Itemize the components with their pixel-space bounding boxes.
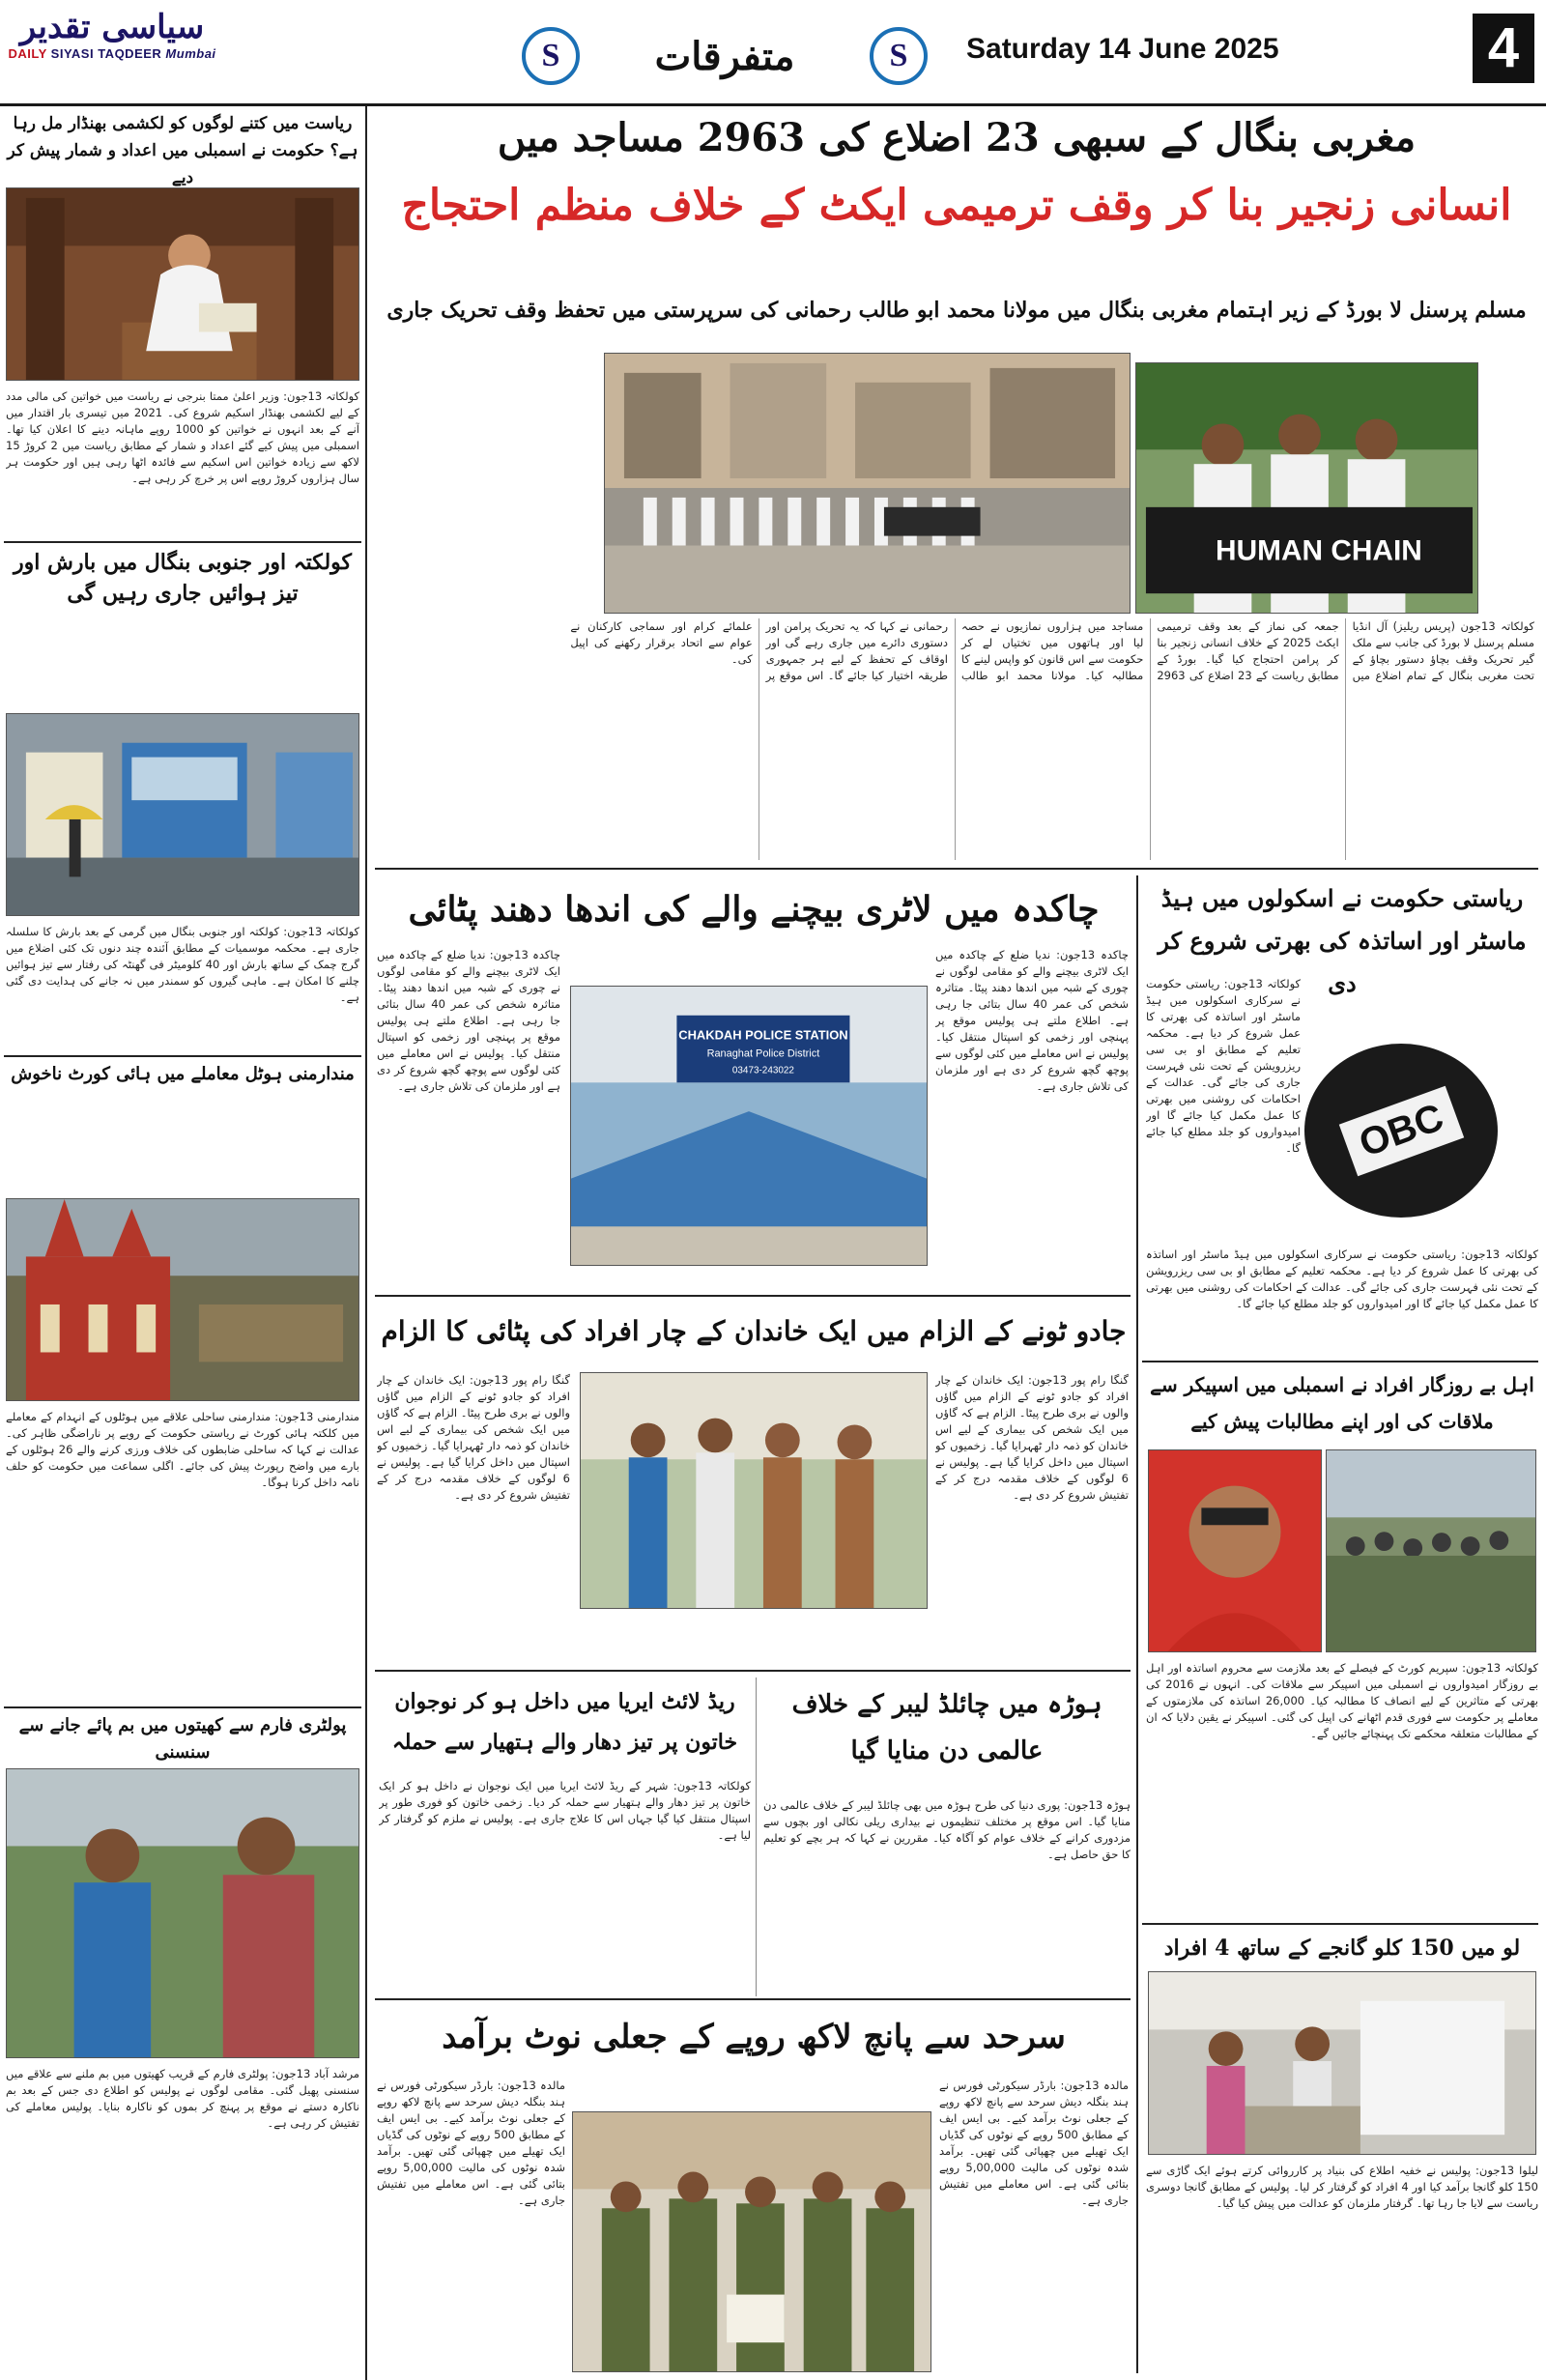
human-chain-banner-text: HUMAN CHAIN [1216, 534, 1422, 567]
divider [1142, 1923, 1538, 1925]
logo-urdu: سیاسی تقدیر [19, 8, 205, 46]
bsf-seizure-photo [572, 2111, 931, 2372]
ganja-headline[interactable]: لو میں 150 کلو گانجے کے ساتھ 4 افراد [1163, 1936, 1521, 1961]
obc-badge [1304, 1044, 1498, 1218]
logo-name: SIYASI TAQDEER [50, 46, 162, 61]
teachers-body-cont: کولکاتہ 13جون: ریاستی حکومت نے سرکاری اسکولوں میں ہیڈ ماسٹر اور اساتذہ کی بھرتی کا عمل شروع کر دیا ہے۔ محکمہ تعلیم کے مطابق او بی سی ریزرویشن کے تحت نئی فہرست جاری کی جائے گی۔ عدالت کے احکامات کی روشنی میں بھرتی کا عمل مکمل کیا جائے گا اور امیدواروں کو جلد مطلع کیا جائے گا۔ [1146, 1247, 1538, 1310]
childlabour-headline[interactable]: ہوڑہ میں چائلڈ لیبر کے خلاف عالمی دن منایا گیا [791, 1690, 1102, 1765]
sidebar-story3-body: مندارمنی 13جون: مندارمنی ساحلی علاقے میں ہوٹلوں کے انہدام کے معاملے میں کلکتہ ہائی کورٹ نے ریاستی حکومت کے رویے پر ناراضگی ظاہر کی۔ عدالت نے کہا کہ ساحلی ضابطوں کی خلاف ورزی کرنے والے 26 ہوٹلوں کے بارے میں واضح رپورٹ پیش کی جائے۔ اگلی سماعت میں حکومت کو حلف نامہ داخل کرنا ہوگا۔ [6, 1410, 359, 1489]
cm-assembly-photo [6, 187, 359, 381]
counterfeit-headline[interactable]: سرحد سے پانچ لاکھ روپے کے جعلی نوٹ برآمد [442, 2018, 1066, 2056]
divider [375, 868, 1538, 870]
sidebar-story1-body: کولکاتہ 13جون: وزیر اعلیٰ ممتا بنرجی نے ریاست میں خواتین کی مالی مدد کے لیے لکشمی بھنڈار اسکیم شروع کی۔ 2021 میں تیسری بار اقتدار میں آنے کے بعد انہوں نے خواتین کو 1000 روپے ماہانہ دینے کا اعلان کیا تھا۔ اسمبلی میں پیش کیے گئے اعداد و شمار کے مطابق ریاست میں 2 کروڑ 15 لاکھ سے زیادہ خواتین اس اسکیم سے فائدہ اٹھا رہی ہیں اور حکومت ہر سال ہزاروں کروڑ روپے اس پر خرچ کر رہی ہے۔ [6, 389, 359, 485]
human-chain-street-photo [604, 353, 1131, 614]
section-title: متفرقات [654, 33, 795, 79]
divider [375, 1998, 1131, 2000]
speaker-photo [1148, 1449, 1322, 1652]
divider [4, 1055, 361, 1057]
logo-english [6, 46, 218, 61]
villagers-photo [6, 1768, 359, 2058]
station-sign-name: CHAKDAH POLICE STATION [678, 1027, 848, 1043]
lead-subheadline[interactable]: مسلم پرسنل لا بورڈ کے زیر اہتمام مغربی بنگال میں مولانا محمد ابو طالب رحمانی کی سرپرستی میں تحفظ وقف تحریک جاری [386, 298, 1527, 323]
rain-bus-photo [6, 713, 359, 916]
page-number: 4 [1473, 14, 1534, 83]
masthead [0, 0, 1546, 106]
teachers-headline[interactable]: ریاستی حکومت نے اسکولوں میں ہیڈ ماسٹر اور اساتذہ کی بھرتی شروع کر دی [1158, 884, 1527, 997]
ganja-seizure-photo [1148, 1971, 1536, 2155]
sidebar-story4-body: مرشد آباد 13جون: پولٹری فارم کے قریب کھیتوں میں بم ملنے سے علاقے میں سنسنی پھیل گئی۔ مقامی لوگوں نے پولیس کو اطلاع دی جس کے بعد بم ناکارہ دستے نے موقع پر پہنچ کر بموں کو ناکارہ بنایا۔ پولیس معاملے کی تفتیش کر رہی ہے۔ [6, 2067, 359, 2130]
lead-body: کولکاتہ 13جون (پریس ریلیز) آل انڈیا مسلم پرسنل لا بورڈ کی جانب سے ملک گیر تحریک وقف بچاؤ دستور بچاؤ کے تحت مغربی بنگال کے تمام اضلاع میں جمعہ کی نماز کے بعد وقف ترمیمی ایکٹ 2025 کے خلاف انسانی زنجیر بنا کر پرامن احتجاج کیا گیا۔ بورڈ کے مطابق ریاست کے 23 اضلاع کی 2963 مساجد میں ہزاروں نمازیوں نے حصہ لیا اور ہاتھوں میں تختیاں لے کر حکومت سے اس قانون کو واپس لینے کا مطالبہ کیا۔ مولانا محمد ابو طالب رحمانی نے کہا کہ یہ تحریک پرامن اور دستوری دائرے میں جاری رہے گی اور اوقاف کے تحفظ کے لیے ہر جمہوری طریقہ اختیار کیا جائے گا۔ اس موقع پر علمائے کرام اور سماجی کارکنان نے عوام سے اتحاد برقرار رکھنے کی اپیل کی۔ [570, 619, 1534, 682]
counterfeit-body: مالدہ 13جون: بارڈر سیکورٹی فورس نے ہند بنگلہ دیش سرحد سے پانچ لاکھ روپے کے جعلی نوٹ برآمد کیے۔ بی ایس ایف کے مطابق 500 روپے کے نوٹوں کی گڈیاں ایک تھیلے میں چھپائی گئی تھیں۔ برآمد شدہ نوٹوں کی مالیت 5,00,000 روپے بتائی گئی ہے۔ اس معاملے میں تفتیش جاری ہے۔ [377, 2079, 565, 2207]
lead-headline-line1[interactable]: مغربی بنگال کے سبھی 23 اضلاع کی 2963 مساجد میں [497, 115, 1417, 160]
high-court-photo [6, 1198, 359, 1401]
column-rule [1136, 875, 1138, 2373]
divider [375, 1670, 1131, 1672]
left-sidebar [0, 106, 367, 2380]
lottery-headline[interactable]: چاکدہ میں لاٹری بیچنے والے کی اندھا دھند پٹائی [408, 889, 1100, 930]
counterfeit-body-cont: مالدہ 13جون: بارڈر سیکورٹی فورس نے ہند بنگلہ دیش سرحد سے پانچ لاکھ روپے کے جعلی نوٹ برآمد کیے۔ بی ایس ایف کے مطابق 500 روپے کے نوٹوں کی گڈیاں ایک تھیلے میں چھپائی گئی تھیں۔ برآمد شدہ نوٹوں کی مالیت 5,00,000 روپے بتائی گئی ہے۔ اس معاملے میں تفتیش جاری ہے۔ [939, 2079, 1129, 2207]
sidebar-story3-headline[interactable]: مندارمنی ہوٹل معاملے میں ہائی کورٹ ناخوش [11, 1064, 355, 1084]
sidebar-story2-body: کولکاتہ 13جون: کولکتہ اور جنوبی بنگال میں گرمی کے بعد بارش کا سلسلہ جاری ہے۔ محکمہ موسمیات کے مطابق آئندہ چند دنوں تک کئی اضلاع میں گرج چمک کے ساتھ بارش اور 40 کلومیٹر فی گھنٹہ کی رفتار سے تیز ہوائیں چلنے کا امکان ہے۔ ماہی گیروں کو سمندر میں نہ جانے کی ہدایت دی گئی ہے۔ [6, 925, 359, 1004]
teachers-body: کولکاتہ 13جون: ریاستی حکومت نے سرکاری اسکولوں میں ہیڈ ماسٹر اور اساتذہ کی بھرتی کا عمل شروع کر دیا ہے۔ محکمہ تعلیم کے مطابق او بی سی ریزرویشن کے تحت نئی فہرست جاری کی جائے گی۔ عدالت کے احکامات کی روشنی میں بھرتی کا عمل مکمل کیا جائے گا اور امیدواروں کو جلد مطلع کیا جائے گا۔ [1146, 977, 1301, 1155]
logo-daily: DAILY [8, 46, 47, 61]
divider [1142, 1361, 1538, 1362]
column-rule [756, 1677, 757, 1996]
emblem-icon: S [870, 27, 928, 85]
childlabour-body: ہوڑہ 13جون: پوری دنیا کی طرح ہوڑہ میں بھی چائلڈ لیبر کے خلاف عالمی دن منایا گیا۔ اس موقع پر مختلف تنظیموں نے بیداری ریلی نکالی اور بچوں سے مزدوری کرانے کے خلاف عوام کو آگاہ کیا۔ مقررین نے کہا کہ ہر بچے کو تعلیم کا حق حاصل ہے۔ [763, 1798, 1131, 1861]
newspaper-logo[interactable] [6, 8, 218, 73]
logo-city: Mumbai [165, 46, 216, 61]
divider [4, 541, 361, 543]
human-chain-banner-photo [1135, 362, 1478, 614]
sidebar-story1-headline[interactable]: ریاست میں کتنے لوگوں کو لکشمی بھنڈار مل رہا ہے؟ حکومت نے اسمبلی میں اعداد و شمار پیش کر دیے [7, 114, 358, 187]
assembly-headline[interactable]: اہل بے روزگار افراد نے اسمبلی میں اسپیکر سے ملاقات کی اور اپنے مطالبات پیش کیے [1150, 1373, 1534, 1433]
lottery-body: چاکدہ 13جون: ندیا ضلع کے چاکدہ میں ایک لاٹری بیچنے والے کو مقامی لوگوں نے چوری کے شبہ میں اندھا دھند پیٹا۔ متاثرہ شخص کی عمر 40 سال بتائی جا رہی ہے۔ اطلاع ملتے ہی پولیس موقع پر پہنچی اور زخمی کو اسپتال منتقل کیا۔ پولیس نے اس معاملے میں کئی لوگوں سے پوچھ گچھ شروع کر دی ہے اور ملزمان کی تلاش جاری ہے۔ [377, 948, 560, 1093]
assembly-body: کولکاتہ 13جون: سپریم کورٹ کے فیصلے کے بعد ملازمت سے محروم اساتذہ اور اہل بے روزگار امیدواروں نے اسمبلی میں اسپیکر سے ملاقات کی۔ انہوں نے 2016 کی بھرتی کے متاثرین کے لیے انصاف کا مطالبہ کیا۔ 26,000 اساتذہ کی ملازمتوں کے معاملے پر حکومت سے فوری قدم اٹھانے کی اپیل کی گئی۔ اسپیکر نے یقین دلایا کہ ان کے مطالبات متعلقہ محکمے تک پہنچائے جائیں گے۔ [1146, 1661, 1538, 1740]
witchcraft-body: گنگا رام پور 13جون: ایک خاندان کے چار افراد کو جادو ٹونے کے الزام میں گاؤں والوں نے بری طرح پیٹا۔ الزام ہے کہ گاؤں میں ایک شخص کی بیماری کے لیے اس خاندان کو ذمہ دار ٹھہرایا گیا۔ زخمیوں کو اسپتال میں داخل کرایا گیا ہے۔ پولیس نے 6 لوگوں کے خلاف مقدمہ درج کر کے تفتیش شروع کر دی ہے۔ [377, 1373, 570, 1502]
protesters-photo [1326, 1449, 1536, 1652]
lead-headline-line2[interactable]: انسانی زنجیر بنا کر وقف ترمیمی ایکٹ کے خلاف منظم احتجاج [401, 181, 1512, 230]
section-header [522, 25, 928, 87]
ganja-body: لیلوا 13جون: پولیس نے خفیہ اطلاع کی بنیاد پر کارروائی کرتے ہوئے ایک گاڑی سے 150 کلو گانجا برآمد کیا اور 4 افراد کو گرفتار کر لیا۔ پولیس کے مطابق گانجا دوسری ریاست سے لایا جا رہا تھا۔ گرفتار ملزمان کو عدالت میں پیش کیا گیا۔ [1146, 2164, 1538, 2210]
redlight-body: کولکاتہ 13جون: شہر کے ریڈ لائٹ ایریا میں ایک نوجوان نے داخل ہو کر ایک خاتون پر تیز دھار والے ہتھیار سے حملہ کر دیا۔ زخمی خاتون کو فوری طور پر اسپتال منتقل کیا گیا جہاں اس کا علاج جاری ہے۔ پولیس نے ملزم کو گرفتار کر لیا ہے۔ [379, 1779, 751, 1842]
divider [4, 1706, 361, 1708]
obc-badge-text: OBC [1338, 1085, 1463, 1176]
witchcraft-headline[interactable]: جادو ٹونے کے الزام میں ایک خاندان کے چار افراد کی پٹائی کا الزام [381, 1315, 1127, 1347]
sidebar-story4-headline[interactable]: پولٹری فارم سے کھیتوں میں بم پائے جانے سے سنسنی [18, 1715, 347, 1763]
chakdah-police-station-photo [570, 986, 928, 1266]
family-assault-photo [580, 1372, 928, 1609]
emblem-icon: S [522, 27, 580, 85]
lottery-body-cont: چاکدہ 13جون: ندیا ضلع کے چاکدہ میں ایک لاٹری بیچنے والے کو مقامی لوگوں نے چوری کے شبہ میں اندھا دھند پیٹا۔ متاثرہ شخص کی عمر 40 سال بتائی جا رہی ہے۔ اطلاع ملتے ہی پولیس موقع پر پہنچی اور زخمی کو اسپتال منتقل کیا۔ پولیس نے اس معاملے میں کئی لوگوں سے پوچھ گچھ شروع کر دی ہے اور ملزمان کی تلاش جاری ہے۔ [935, 948, 1129, 1093]
witchcraft-body-cont: گنگا رام پور 13جون: ایک خاندان کے چار افراد کو جادو ٹونے کے الزام میں گاؤں والوں نے بری طرح پیٹا۔ الزام ہے کہ گاؤں میں ایک شخص کی بیماری کے لیے اس خاندان کو ذمہ دار ٹھہرایا گیا۔ زخمیوں کو اسپتال میں داخل کرایا گیا ہے۔ پولیس نے 6 لوگوں کے خلاف مقدمہ درج کر کے تفتیش شروع کر دی ہے۔ [935, 1373, 1129, 1502]
sidebar-story2-headline[interactable]: کولکتہ اور جنوبی بنگال میں بارش اور تیز ہوائیں جاری رہیں گی [13, 550, 353, 606]
divider [375, 1295, 1131, 1297]
station-sign-phone: 03473-243022 [731, 1065, 794, 1076]
station-sign-district: Ranaghat Police District [706, 1047, 820, 1060]
redlight-headline[interactable]: ریڈ لائٹ ایریا میں داخل ہو کر نوجوان خاتون پر تیز دھار والے ہتھیار سے حملہ [391, 1689, 738, 1755]
issue-date: Saturday 14 June 2025 [966, 33, 1279, 65]
